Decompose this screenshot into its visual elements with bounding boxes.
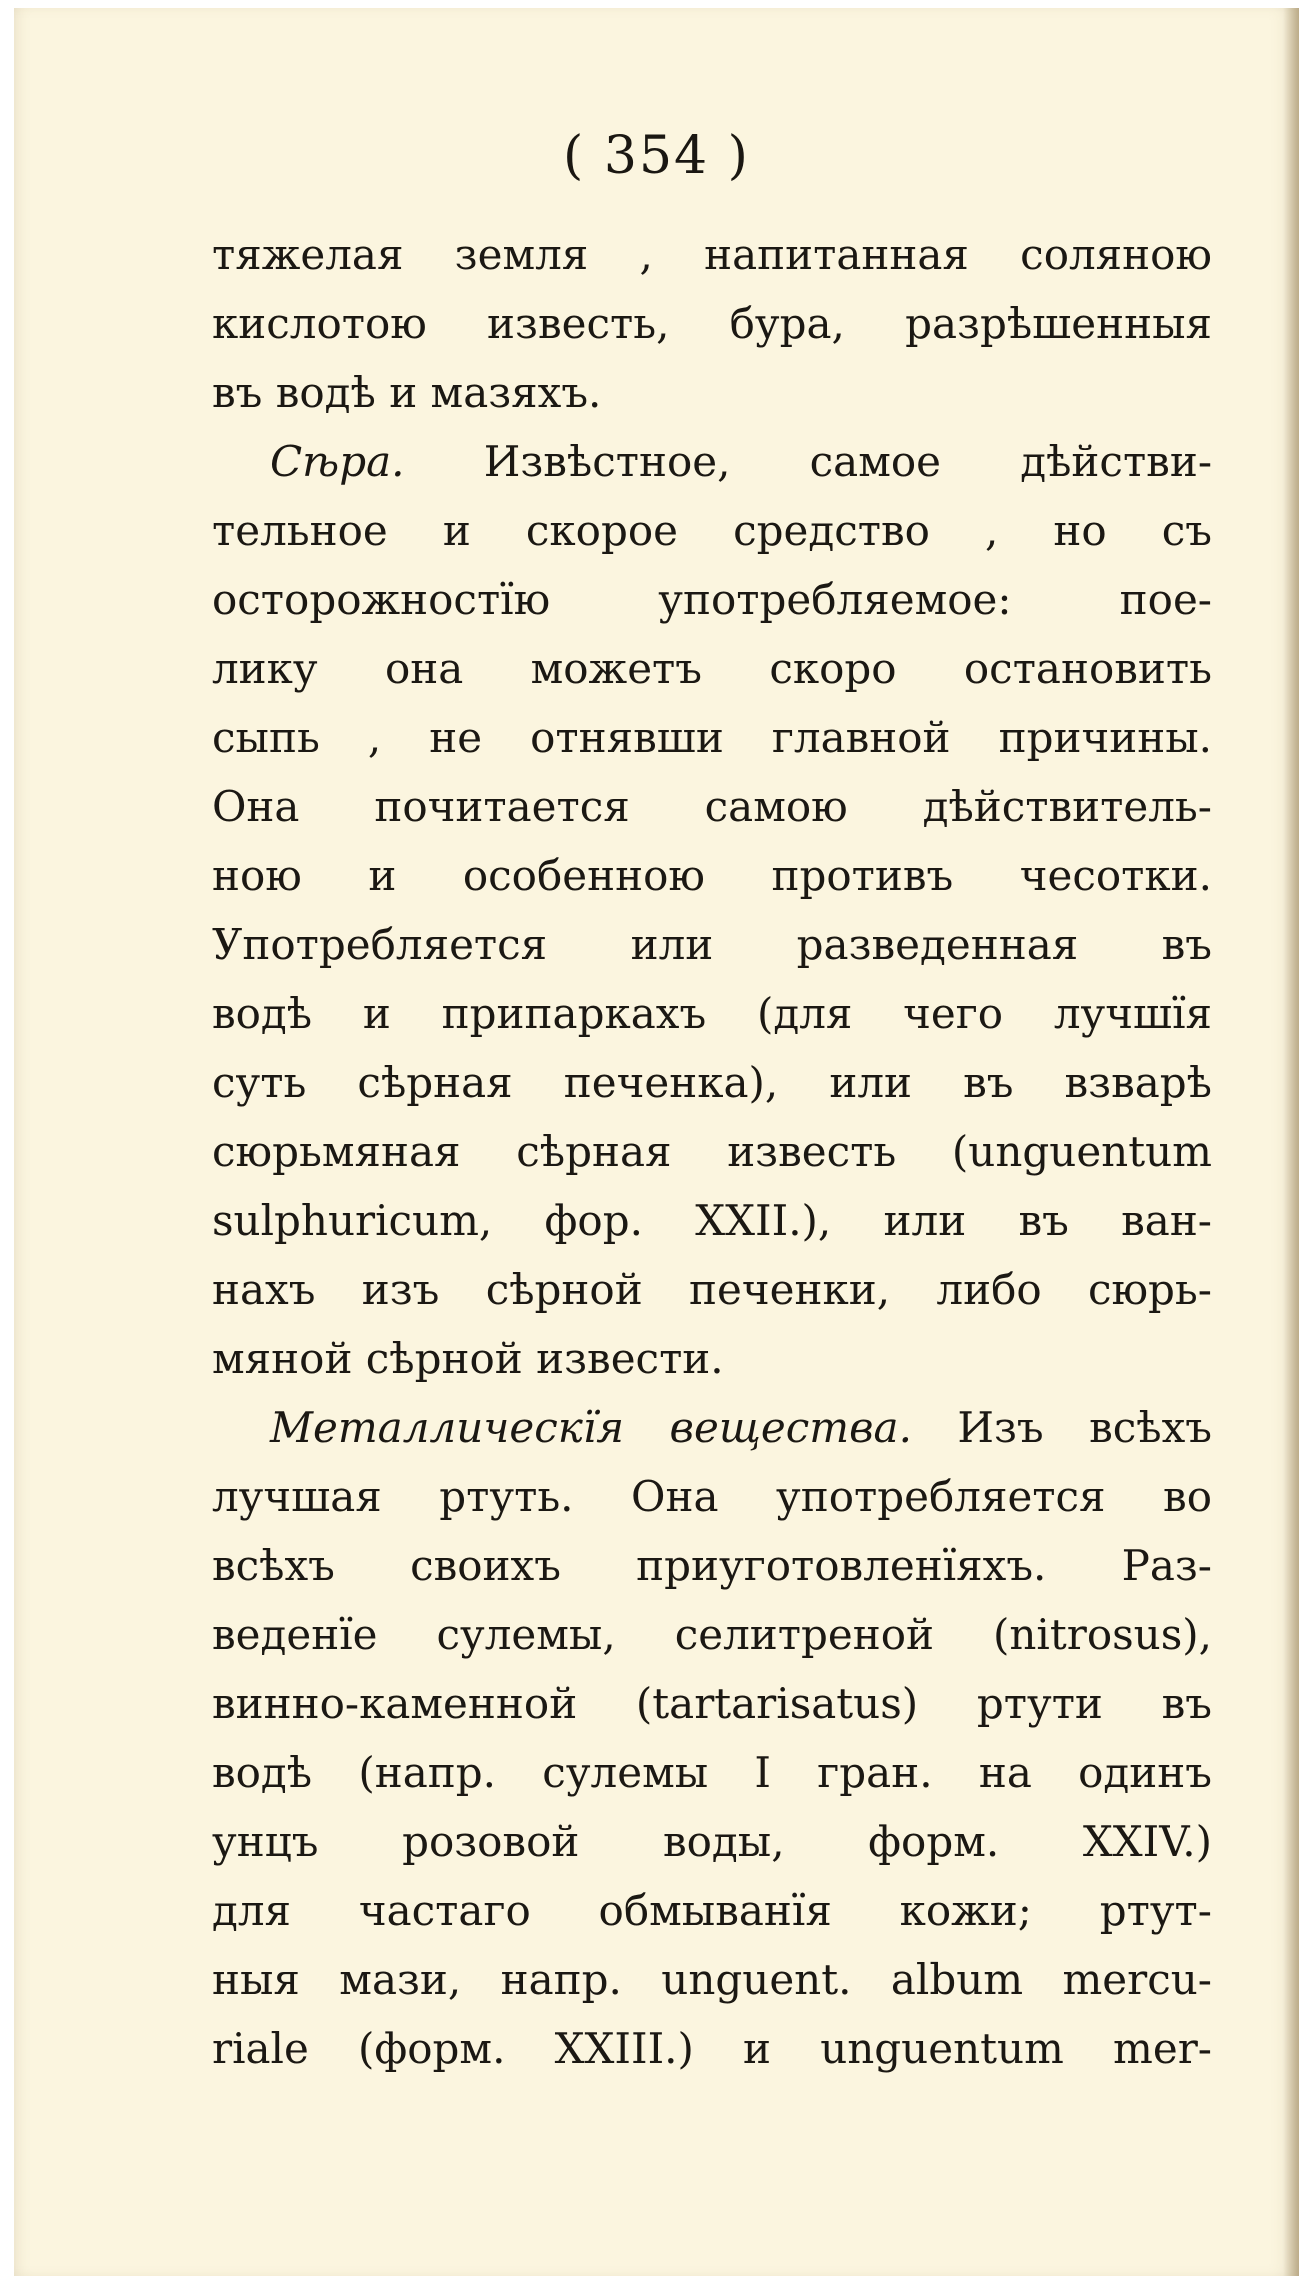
text-line: sulphuricum, фор. XXII.), или въ ван-: [212, 1196, 1212, 1245]
text-line: въ водѣ и мазяхъ.: [212, 368, 602, 417]
text-line: Употребляется или разведенная въ: [212, 920, 1212, 969]
page-spine-shadow: [1283, 8, 1299, 2276]
text-line: нахъ изъ сѣрной печенки, либо сюрь-: [212, 1265, 1212, 1314]
text-line: винно-каменной (tartarisatus) ртути въ: [212, 1679, 1212, 1728]
text-line: сыпь , не отнявши главной причины.: [212, 713, 1212, 762]
text-line: водѣ (напр. сулемы I гран. на одинъ: [212, 1748, 1212, 1797]
text-line: ныя мази, напр. unguent. album mercu-: [212, 1955, 1212, 2004]
text-line: сюрьмяная сѣрная известь (unguentum: [212, 1127, 1212, 1176]
text-line: всѣхъ своихъ приуготовленїяхъ. Раз-: [212, 1541, 1212, 1590]
text-line: ною и особенною противъ чесотки.: [212, 851, 1212, 900]
text-line: тельное и скорое средство , но съ: [212, 506, 1212, 555]
paragraph-metals-first-line: [212, 1393, 1212, 1462]
book-page: [14, 8, 1299, 2276]
page-number: ( 354 ): [563, 126, 750, 186]
heading-metals: Металлическїя вещества.: [270, 1403, 912, 1452]
text-line: riale (форм. XXIII.) и unguentum mer-: [212, 2024, 1212, 2073]
text-line: для частаго обмыванїя кожи; ртут-: [212, 1886, 1212, 1935]
text-fragment: Извѣстное, самое дѣйстви-: [483, 437, 1213, 486]
text-line: лику она можетъ скоро остановить: [212, 644, 1212, 693]
heading-sulfur: Сѣра.: [270, 437, 405, 486]
body-text: [212, 220, 1212, 2083]
text-line: унцъ розовой воды, форм. XXIV.): [212, 1817, 1212, 1866]
paragraph-sulfur-first-line: [212, 427, 1212, 496]
text-line: осторожностїю употребляемое: пое-: [212, 575, 1212, 624]
text-line: Она почитается самою дѣйствитель-: [212, 782, 1212, 831]
text-line: веденїе сулемы, селитреной (nitrosus),: [212, 1610, 1212, 1659]
text-line: водѣ и припаркахъ (для чего лучшїя: [212, 989, 1212, 1038]
text-line: суть сѣрная печенка), или въ взварѣ: [212, 1058, 1212, 1107]
text-fragment: Изъ всѣхъ: [957, 1403, 1212, 1452]
text-line: тяжелая земля , напитанная соляною: [212, 230, 1212, 279]
text-line: мяной сѣрной извести.: [212, 1334, 724, 1383]
text-line: кислотою известь, бура, разрѣшенныя: [212, 299, 1212, 348]
text-line: лучшая ртуть. Она употребляется во: [212, 1472, 1212, 1521]
